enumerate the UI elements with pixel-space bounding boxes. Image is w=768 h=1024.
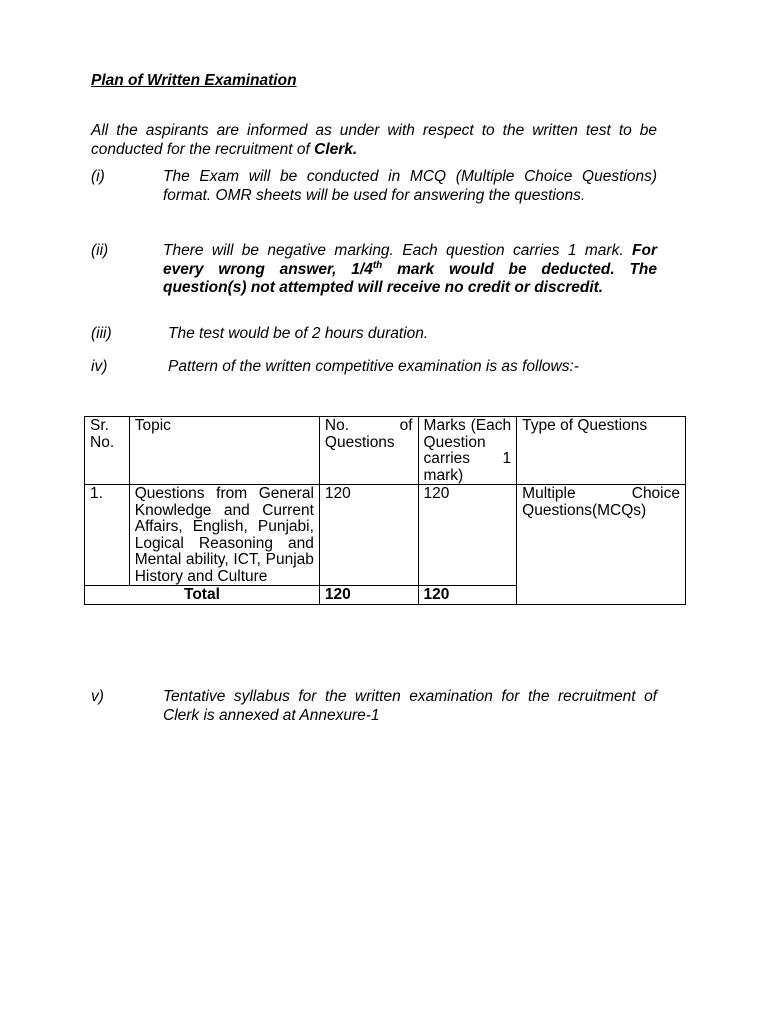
table-header-row [85,417,686,485]
header-type-of-questions: Type of Questions [517,417,686,485]
item-bold-sup: th [372,259,383,271]
item-text: There will be negative marking. Each question carries 1 mark. [163,242,624,259]
item-v [91,688,657,725]
item-ii [91,242,657,298]
total-no-of-questions: 120 [319,586,418,605]
intro-bold-text: Clerk. [314,141,358,158]
exam-pattern-table [84,416,686,605]
header-sr-no: Sr. No. [85,417,130,485]
table-row [85,485,686,586]
cell-sr-no: 1. [85,485,130,586]
cell-topic: Questions from General Knowledge and Current Affairs, English, Punjabi, Logical Reasoning and Mental ability, ICT, Punjab History and Culture [129,485,319,586]
cell-marks: 120 [418,485,517,586]
item-i [91,168,657,205]
item-bold-text-a: For every wrong answer, 1/4 [163,242,658,278]
item-text: The test would be of 2 hours duration. [168,325,429,342]
intro-text: All the aspirants are informed as under with respect to the written test to be conducted for the recruitment of [91,122,657,158]
item-text: Tentative syllabus for the written examination for the recruitment of Clerk is annexed at Annexure-1 [163,688,657,724]
total-marks: 120 [418,586,517,605]
item-bold-text-b: mark would be deducted. The question(s) not attempted will receive no credit or discredit. [163,260,657,296]
item-number: iv) [91,358,108,375]
item-number: (i) [91,168,105,185]
item-iv [91,358,657,377]
document-title: Plan of Written Examination [91,72,297,89]
item-text: Pattern of the written competitive examination is as follows:- [168,358,579,375]
cell-no-of-questions: 120 [319,485,418,586]
header-no-of-questions: No. of Questions [319,417,418,485]
header-topic: Topic [129,417,319,485]
item-text: The Exam will be conducted in MCQ (Multiple Choice Questions) format. OMR sheets will be used for answering the questions. [163,168,657,204]
intro-paragraph [91,121,657,159]
item-number: (ii) [91,242,109,259]
item-iii [91,325,657,344]
item-body [163,242,657,298]
header-marks: Marks (Each Question carries 1 mark) [418,417,517,485]
item-number: v) [91,688,104,705]
item-number: (iii) [91,325,112,342]
cell-type-of-questions: Multiple Choice Questions(MCQs) [517,485,686,605]
total-label: Total [85,586,320,605]
